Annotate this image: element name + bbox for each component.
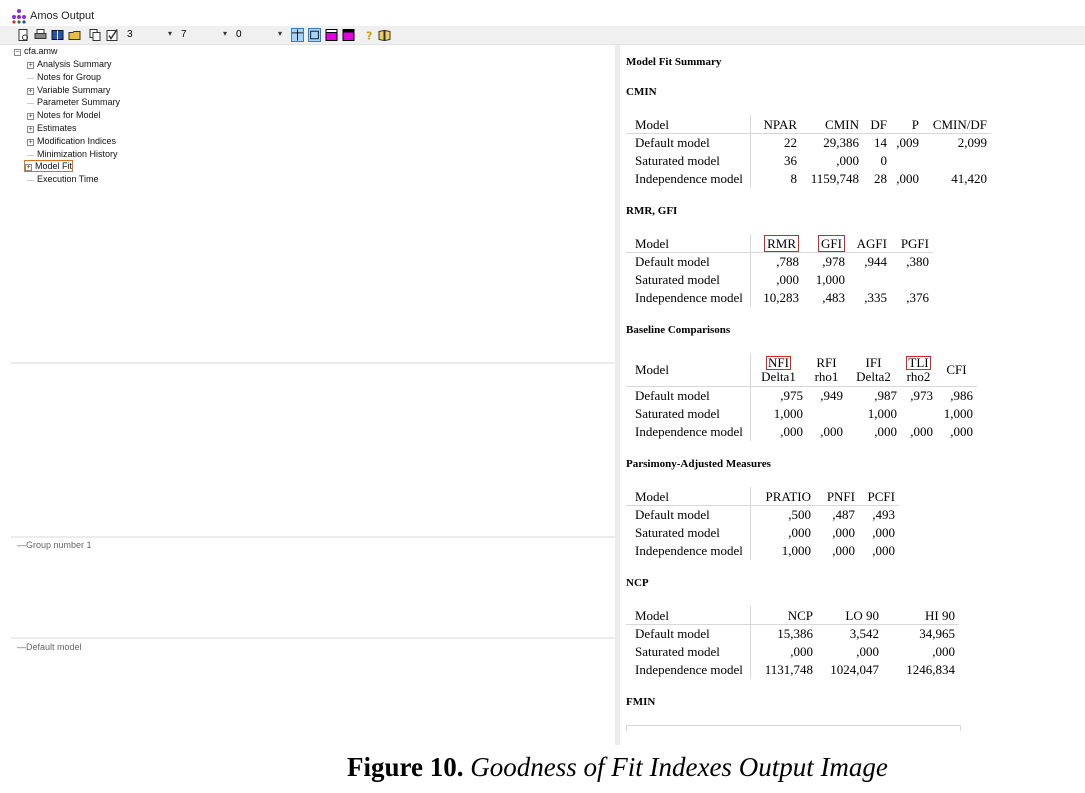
cell-value: ,000	[872, 525, 895, 540]
column-header: NPAR	[751, 116, 801, 134]
cell-value: ,788	[776, 254, 799, 269]
column-header: PCFI	[859, 488, 899, 506]
expand-icon[interactable]: +	[28, 126, 33, 133]
table-row	[627, 253, 933, 271]
color-block-2-icon[interactable]	[342, 28, 355, 42]
cell-value: ,975	[780, 388, 803, 403]
rmr-title: RMR, GFI	[626, 205, 678, 217]
cell-value: ,483	[822, 290, 845, 305]
baseline-title: Baseline Comparisons	[626, 324, 731, 336]
cell-value: ,986	[950, 388, 973, 403]
table-header-row	[627, 488, 899, 506]
cell-value: ,380	[906, 254, 929, 269]
cell-value: 1246,834	[906, 662, 955, 677]
cell-value: ,000	[932, 644, 955, 659]
checkbox-icon[interactable]	[106, 28, 119, 42]
tree-item-label: Modification Indices	[37, 135, 117, 146]
tree-item-label: Model Fit	[35, 161, 73, 172]
tree-line-icon: —	[27, 177, 34, 185]
figure-caption: Figure 10. Goodness of Fit Indexes Output Image	[347, 752, 888, 782]
cell-value	[849, 271, 891, 289]
chevron-down-icon[interactable]: ▾	[223, 29, 228, 38]
tree-item-label: Parameter Summary	[37, 97, 121, 108]
column-header: PNFI	[815, 488, 859, 506]
tree-line-icon: —	[27, 74, 34, 82]
column-header: LO 90	[817, 607, 883, 625]
tree-item-label: Estimates	[37, 123, 77, 133]
model-panel-label[interactable]: —Default model	[17, 642, 82, 652]
row-label: Default model	[627, 506, 751, 524]
columns-field[interactable]: 0	[236, 29, 242, 40]
row-label: Saturated model	[627, 271, 751, 289]
cell-value: 1,000	[867, 406, 897, 421]
row-label: Saturated model	[627, 405, 751, 423]
cell-value: 34,965	[919, 626, 955, 641]
fmin-table	[626, 725, 961, 731]
parsimony-title: Parsimony-Adjusted Measures	[626, 458, 771, 470]
column-header: CMIN/DF	[923, 116, 991, 134]
table-header-row	[627, 116, 991, 134]
cell-value: ,487	[832, 507, 855, 522]
cell-value: 36	[784, 153, 797, 168]
column-header: HI 90	[883, 607, 959, 625]
cell-value: 1,000	[773, 406, 803, 421]
amos-tree-icon	[11, 8, 27, 24]
navigation-tree	[0, 45, 615, 745]
window-title: Amos Output	[30, 10, 95, 22]
splitter[interactable]	[11, 362, 615, 364]
cell-value: 22	[784, 135, 797, 150]
book-open-icon[interactable]	[378, 28, 391, 42]
expand-icon[interactable]: +	[28, 138, 33, 146]
tree-line-icon: —	[27, 151, 34, 159]
row-label: Saturated model	[627, 643, 751, 661]
cell-value: ,493	[872, 507, 895, 522]
table-header-row	[627, 235, 933, 253]
tree-item-label: Variable Summary	[37, 84, 111, 95]
column-header: DF	[863, 116, 891, 134]
column-header: Model	[627, 607, 751, 625]
cell-value: 14	[874, 135, 887, 150]
expand-icon[interactable]: +	[28, 87, 33, 95]
cell-value: ,000	[910, 424, 933, 439]
book-icon[interactable]	[51, 28, 64, 42]
cell-value: 1131,748	[764, 662, 813, 677]
tree-item-execution-time[interactable]	[27, 174, 99, 184]
ncp-title: NCP	[626, 577, 649, 589]
page-title: Model Fit Summary	[626, 56, 722, 68]
title-bar	[0, 0, 1085, 26]
cmin-title: CMIN	[626, 86, 657, 98]
table-row	[627, 542, 899, 560]
cell-value: 29,386	[823, 135, 859, 150]
print-preview-icon[interactable]	[17, 28, 30, 42]
table-row	[627, 661, 959, 679]
table-row	[627, 524, 899, 542]
tree-item-label: Minimization History	[37, 148, 118, 159]
cell-value: ,000	[780, 424, 803, 439]
cell-value: 8	[790, 171, 797, 186]
cell-value: 1159,748	[810, 171, 859, 186]
cell-value: 1,000	[815, 272, 845, 287]
tree-item-notes-for-model[interactable]	[27, 110, 101, 120]
cell-value: ,944	[864, 254, 887, 269]
splitter[interactable]	[11, 637, 615, 639]
tree-root[interactable]: − cfa.amw	[15, 46, 58, 56]
column-header: P	[891, 116, 923, 134]
tree-line-icon: —	[27, 100, 34, 108]
cell-value: 41,420	[951, 171, 987, 186]
cell-value: ,973	[910, 388, 933, 403]
column-header: Model	[627, 235, 751, 253]
cell-value: ,000	[856, 644, 879, 659]
frame-icon[interactable]	[308, 28, 321, 42]
table-row	[627, 289, 933, 307]
column-header: RMR	[751, 235, 803, 253]
table-row	[627, 271, 933, 289]
cell-value: ,949	[820, 388, 843, 403]
tree-item-modification-indices[interactable]	[27, 136, 116, 146]
tree-item-estimates[interactable]	[27, 123, 77, 133]
cell-value: 0	[880, 153, 887, 168]
table-header-row	[627, 607, 959, 625]
cell-value: ,000	[874, 424, 897, 439]
column-header: IFI Delta2	[847, 354, 901, 387]
tree-item-parameter-summary[interactable]	[27, 97, 120, 107]
column-header: RFI rho1	[807, 354, 847, 387]
tree-item-notes-for-group[interactable]	[27, 72, 101, 82]
table-header-row	[627, 354, 977, 387]
table-row	[627, 625, 959, 643]
ncp-table	[626, 606, 959, 679]
copy-icon[interactable]	[89, 28, 102, 42]
column-header: Model	[627, 116, 751, 134]
row-label: Independence model	[627, 170, 751, 188]
tree-item-label: Notes for Group	[37, 71, 102, 82]
column-header: TLI rho2	[901, 354, 937, 387]
row-label: Independence model	[627, 423, 751, 441]
svg-text:?: ?	[366, 29, 373, 42]
expand-icon[interactable]: +	[28, 113, 33, 121]
row-label: Default model	[627, 625, 751, 643]
table-row	[627, 423, 977, 441]
cell-value: ,000	[776, 272, 799, 287]
color-block-icon[interactable]	[325, 28, 338, 42]
toolbar	[0, 26, 1085, 45]
table-row	[627, 152, 991, 170]
cell-value: ,335	[864, 290, 887, 305]
crosshair-icon[interactable]	[291, 28, 304, 42]
cell-value: ,000	[896, 171, 919, 186]
cell-value: 15,386	[777, 626, 813, 641]
table-row	[627, 506, 899, 524]
cell-value: ,000	[836, 153, 859, 168]
cell-value: ,000	[950, 424, 973, 439]
cell-value: 1,000	[943, 406, 973, 421]
output-pane	[620, 45, 1085, 730]
cell-value: ,978	[822, 254, 845, 269]
cell-value: ,000	[832, 543, 855, 558]
help-icon[interactable]	[363, 28, 376, 42]
cell-value: 3,542	[849, 626, 879, 641]
column-header: GFI	[803, 235, 849, 253]
cell-value	[891, 152, 923, 170]
cell-value: 28	[874, 171, 887, 186]
column-header: CFI	[937, 354, 977, 387]
tree-item-minimization-history[interactable]	[27, 149, 118, 159]
group-panel-label[interactable]: —Group number 1	[17, 540, 92, 550]
parsimony-table	[626, 487, 899, 560]
tree-item-label: Analysis Summary	[37, 59, 112, 69]
column-header: Model	[627, 488, 751, 506]
cmin-table	[626, 115, 991, 188]
chevron-down-icon[interactable]: ▾	[168, 29, 173, 38]
expand-icon[interactable]: +	[28, 62, 33, 69]
column-header: PGFI	[891, 235, 933, 253]
cell-value: ,376	[906, 290, 929, 305]
column-header: AGFI	[849, 235, 891, 253]
cell-value: ,000	[820, 424, 843, 439]
table-row	[627, 405, 977, 423]
cell-value: ,500	[788, 507, 811, 522]
splitter[interactable]	[11, 536, 615, 538]
expand-icon[interactable]: +	[26, 164, 31, 172]
row-label: Default model	[627, 253, 751, 271]
cell-value	[901, 405, 937, 423]
cell-value: 10,283	[763, 290, 799, 305]
collapse-icon[interactable]: −	[15, 49, 20, 56]
cell-value: 2,099	[957, 135, 987, 150]
column-header: CMIN	[801, 116, 863, 134]
cell-value: ,000	[872, 543, 895, 558]
baseline-table	[626, 353, 977, 441]
row-label: Independence model	[627, 542, 751, 560]
column-header: PRATIO	[751, 488, 815, 506]
chevron-down-icon[interactable]: ▾	[278, 29, 283, 38]
tree-item-variable-summary[interactable]	[27, 85, 110, 95]
cell-value: ,000	[790, 644, 813, 659]
tree-item-model-fit[interactable]	[25, 161, 72, 171]
cell-value	[807, 405, 847, 423]
rmr-table	[626, 234, 933, 307]
column-header: NCP	[751, 607, 817, 625]
cell-value	[891, 271, 933, 289]
table-row	[627, 170, 991, 188]
table-row	[627, 134, 991, 152]
column-header: NFI Delta1	[751, 354, 807, 387]
cell-value: ,987	[874, 388, 897, 403]
row-label: Saturated model	[627, 524, 751, 542]
cell-value: 1,000	[781, 543, 811, 558]
cell-value	[923, 152, 991, 170]
tree-item-label: Execution Time	[37, 174, 99, 185]
decimals-field[interactable]: 3	[127, 29, 133, 40]
row-label: Default model	[627, 134, 751, 152]
print-icon[interactable]	[34, 28, 47, 42]
row-label: Independence model	[627, 289, 751, 307]
tree-item-analysis-summary[interactable]	[27, 59, 112, 69]
open-folder-icon[interactable]	[68, 28, 81, 42]
cell-value: ,009	[896, 135, 919, 150]
cell-value: ,000	[788, 525, 811, 540]
cell-value: ,000	[832, 525, 855, 540]
row-label: Default model	[627, 387, 751, 405]
row-label: Saturated model	[627, 152, 751, 170]
tree-item-label: Notes for Model	[37, 110, 101, 121]
table-row	[627, 387, 977, 405]
table-row	[627, 643, 959, 661]
fmin-title: FMIN	[626, 696, 656, 708]
column-header: Model	[627, 354, 751, 387]
cell-value: 1024,047	[830, 662, 879, 677]
width-field[interactable]: 7	[181, 29, 187, 40]
row-label: Independence model	[627, 661, 751, 679]
